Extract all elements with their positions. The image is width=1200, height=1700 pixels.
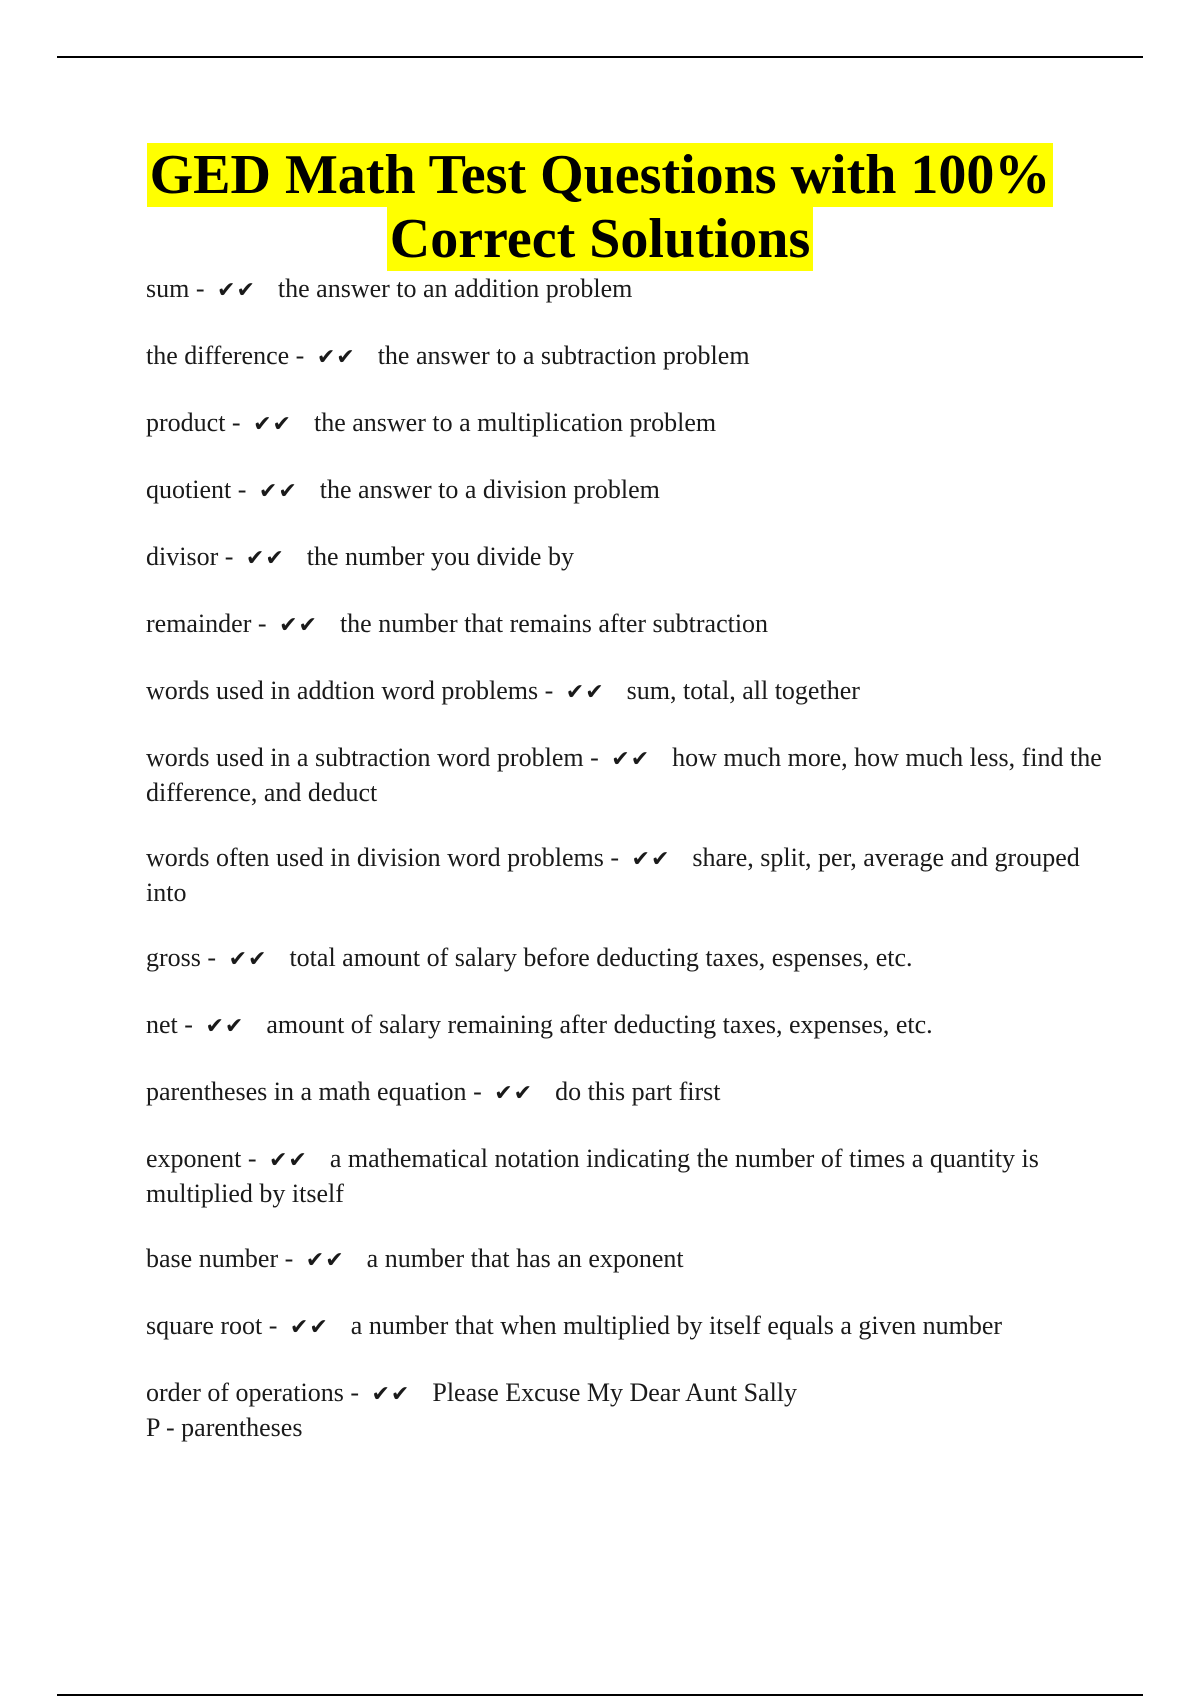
double-check-icon: ✔✔: [253, 412, 292, 437]
double-check-icon: ✔✔: [371, 1382, 411, 1407]
list-item: gross - ✔✔ total amount of salary before deducting taxes, espenses, etc.: [146, 943, 913, 972]
list-item: order of operations - ✔✔ Please Excuse My Dear Aunt Sally P - parentheses: [146, 1376, 1106, 1444]
definition: Please Excuse My Dear Aunt Sally: [432, 1378, 798, 1407]
definition: the answer to an addition problem: [277, 274, 633, 303]
definition: a number that when multiplied by itself equals a given number: [350, 1311, 1003, 1340]
double-check-icon: ✔✔: [289, 1315, 329, 1340]
double-check-icon: ✔✔: [228, 947, 268, 972]
term: words often used in division word problems: [146, 843, 604, 872]
bottom-rule: [57, 1694, 1143, 1696]
term: the difference: [146, 341, 290, 370]
term: gross: [146, 943, 201, 972]
double-check-icon: ✔✔: [565, 680, 605, 705]
list-item: sum - ✔✔ the answer to an addition problem: [146, 274, 633, 303]
double-check-icon: ✔✔: [305, 1248, 345, 1273]
list-item: parentheses in a math equation - ✔✔ do this part first: [146, 1077, 721, 1106]
title-line-2: Correct Solutions: [387, 207, 814, 271]
list-item: words often used in division word problems - ✔✔ share, split, per, average and grouped into: [146, 843, 1080, 907]
term: order of operations: [146, 1378, 344, 1407]
double-check-icon: ✔✔: [258, 479, 298, 504]
term: square root: [146, 1311, 263, 1340]
list-item: exponent - ✔✔ a mathematical notation indicating the number of times a quantity is multiplied by itself: [146, 1144, 1039, 1208]
definition: how much more, how much less, find the difference, and deduct: [146, 743, 1102, 807]
list-item: divisor - ✔✔ the number you divide by: [146, 542, 574, 571]
double-check-icon: ✔✔: [631, 847, 671, 872]
definition: amount of salary remaining after deducting taxes, expenses, etc.: [266, 1010, 933, 1039]
list-item: remainder - ✔✔ the number that remains after subtraction: [146, 609, 769, 638]
definition: sum, total, all together: [626, 676, 860, 705]
list-item: words used in addtion word problems - ✔✔ sum, total, all together: [146, 676, 860, 705]
double-check-icon: ✔✔: [316, 345, 356, 370]
list-item: base number - ✔✔ a number that has an exponent: [146, 1244, 684, 1273]
term: remainder: [146, 609, 252, 638]
definition: a number that has an exponent: [366, 1244, 684, 1273]
document-title: [100, 143, 1100, 271]
double-check-icon: ✔✔: [205, 1014, 245, 1039]
definition: total amount of salary before deducting taxes, espenses, etc.: [289, 943, 913, 972]
definition: do this part first: [555, 1077, 721, 1106]
list-item: square root - ✔✔ a number that when multiplied by itself equals a given number: [146, 1311, 1003, 1340]
list-item: net - ✔✔ amount of salary remaining after deducting taxes, expenses, etc.: [146, 1010, 933, 1039]
title-line-1: GED Math Test Questions with 100%: [147, 143, 1054, 207]
definition: the number that remains after subtraction: [339, 609, 769, 638]
term: product: [146, 408, 226, 437]
definition: a mathematical notation indicating the number of times a quantity is multiplied by itself: [146, 1144, 1039, 1208]
term: quotient: [146, 475, 232, 504]
double-check-icon: ✔✔: [279, 613, 318, 638]
definition: share, split, per, average and grouped into: [146, 843, 1080, 907]
definition: the answer to a division problem: [319, 475, 660, 504]
double-check-icon: ✔✔: [268, 1148, 308, 1173]
double-check-icon: ✔✔: [245, 546, 285, 571]
definition: the answer to a subtraction problem: [377, 341, 750, 370]
list-item: quotient - ✔✔ the answer to a division problem: [146, 475, 660, 504]
top-rule: [57, 56, 1143, 58]
term: divisor: [146, 542, 219, 571]
flashcard-list: [146, 272, 1106, 1476]
term: parentheses in a math equation: [146, 1077, 467, 1106]
term: net: [146, 1010, 178, 1039]
list-item: product - ✔✔ the answer to a multiplication problem: [146, 408, 717, 437]
term: base number: [146, 1244, 279, 1273]
list-item: the difference - ✔✔ the answer to a subtraction problem: [146, 341, 750, 370]
definition: the answer to a multiplication problem: [313, 408, 717, 437]
double-check-icon: ✔✔: [217, 278, 256, 303]
list-item: words used in a subtraction word problem - ✔✔ how much more, how much less, find the difference, and deduct: [146, 743, 1102, 807]
term: words used in addtion word problems: [146, 676, 539, 705]
definition: the number you divide by: [306, 542, 574, 571]
definition-continuation: P - parentheses: [146, 1413, 303, 1442]
term: exponent: [146, 1144, 242, 1173]
double-check-icon: ✔✔: [494, 1081, 534, 1106]
term: words used in a subtraction word problem: [146, 743, 584, 772]
term: sum: [146, 274, 190, 303]
double-check-icon: ✔✔: [611, 747, 651, 772]
